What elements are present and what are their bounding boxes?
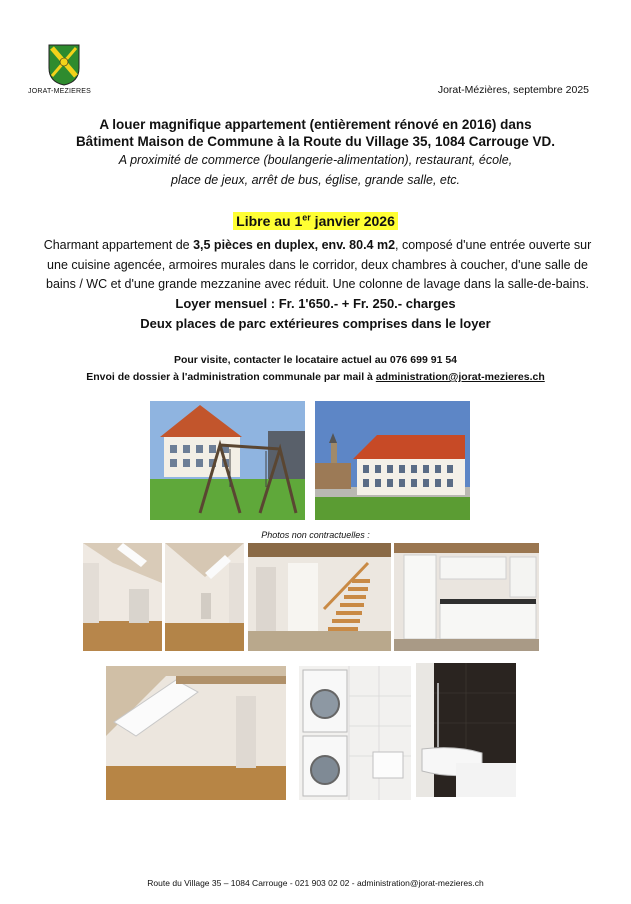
amenities-line-2: place de jeux, arrêt de bus, église, grande salle, etc. — [170, 173, 461, 187]
title-line-1: A louer magnifique appartement (entièrement rénové en 2016) dans — [99, 117, 532, 132]
mezzanine-photo — [106, 666, 286, 800]
title-line-2: Bâtiment Maison de Commune à la Route du Village 35, 1084 Carrouge VD. — [75, 134, 556, 149]
description-text-1: Charmant appartement de — [43, 238, 194, 252]
coat-of-arms-logo — [48, 44, 80, 86]
attic-room-photo-2 — [165, 543, 244, 651]
availability-banner — [0, 212, 631, 231]
email-link[interactable]: administration@jorat-mezieres.ch — [375, 371, 545, 383]
rent-block — [0, 294, 631, 334]
dateline: Jorat-Mézières, septembre 2025 — [437, 84, 589, 96]
application-text: Envoi de dossier à l'administration communale par mail à — [86, 371, 376, 383]
visit-contact: Pour visite, contacter le locataire actuel au 076 699 91 54 — [173, 354, 458, 366]
monthly-rent: Loyer mensuel : Fr. 1'650.- + Fr. 250.- charges — [175, 296, 456, 311]
application-contact — [0, 369, 631, 386]
footer-address: Route du Village 35 – 1084 Carrouge - 021 903 02 02 - administration@jorat-mezieres.ch — [147, 878, 484, 888]
kitchen-photo — [394, 543, 539, 651]
contact-block — [0, 352, 631, 386]
title-block — [0, 116, 631, 190]
apartment-description — [40, 236, 595, 295]
description-size: 3,5 pièces en duplex, env. 80.4 m2 — [193, 238, 396, 252]
logo-caption: JORAT-MEZIERES — [28, 88, 91, 95]
exterior-playground-photo — [150, 401, 305, 520]
availability-highlight — [233, 212, 398, 230]
bathroom-photo — [416, 663, 516, 797]
availability-prefix: Libre au 1 — [236, 212, 303, 229]
washing-machine-photo — [299, 666, 411, 800]
description-text-2: , composé d'une entrée ouverte sur une cuisine agencée, armoires murales dans le corridor, deux chambres à coucher, d'une salle de bains / WC et d'une grande mezzanine avec réduit. Une colonne de lavage dans la salle-de-bains. — [46, 238, 592, 291]
amenities-line-1: A proximité de commerce (boulangerie-alimentation), restaurant, école, — [118, 153, 513, 167]
staircase-photo — [248, 543, 391, 651]
availability-suffix: janvier 2026 — [310, 212, 395, 229]
exterior-street-photo — [315, 401, 470, 520]
photos-caption: Photos non contractuelles : — [261, 530, 370, 540]
parking-info: Deux places de parc extérieures comprises dans le loyer — [140, 316, 491, 331]
availability-superscript: er — [302, 212, 311, 222]
attic-room-photo-1 — [83, 543, 162, 651]
